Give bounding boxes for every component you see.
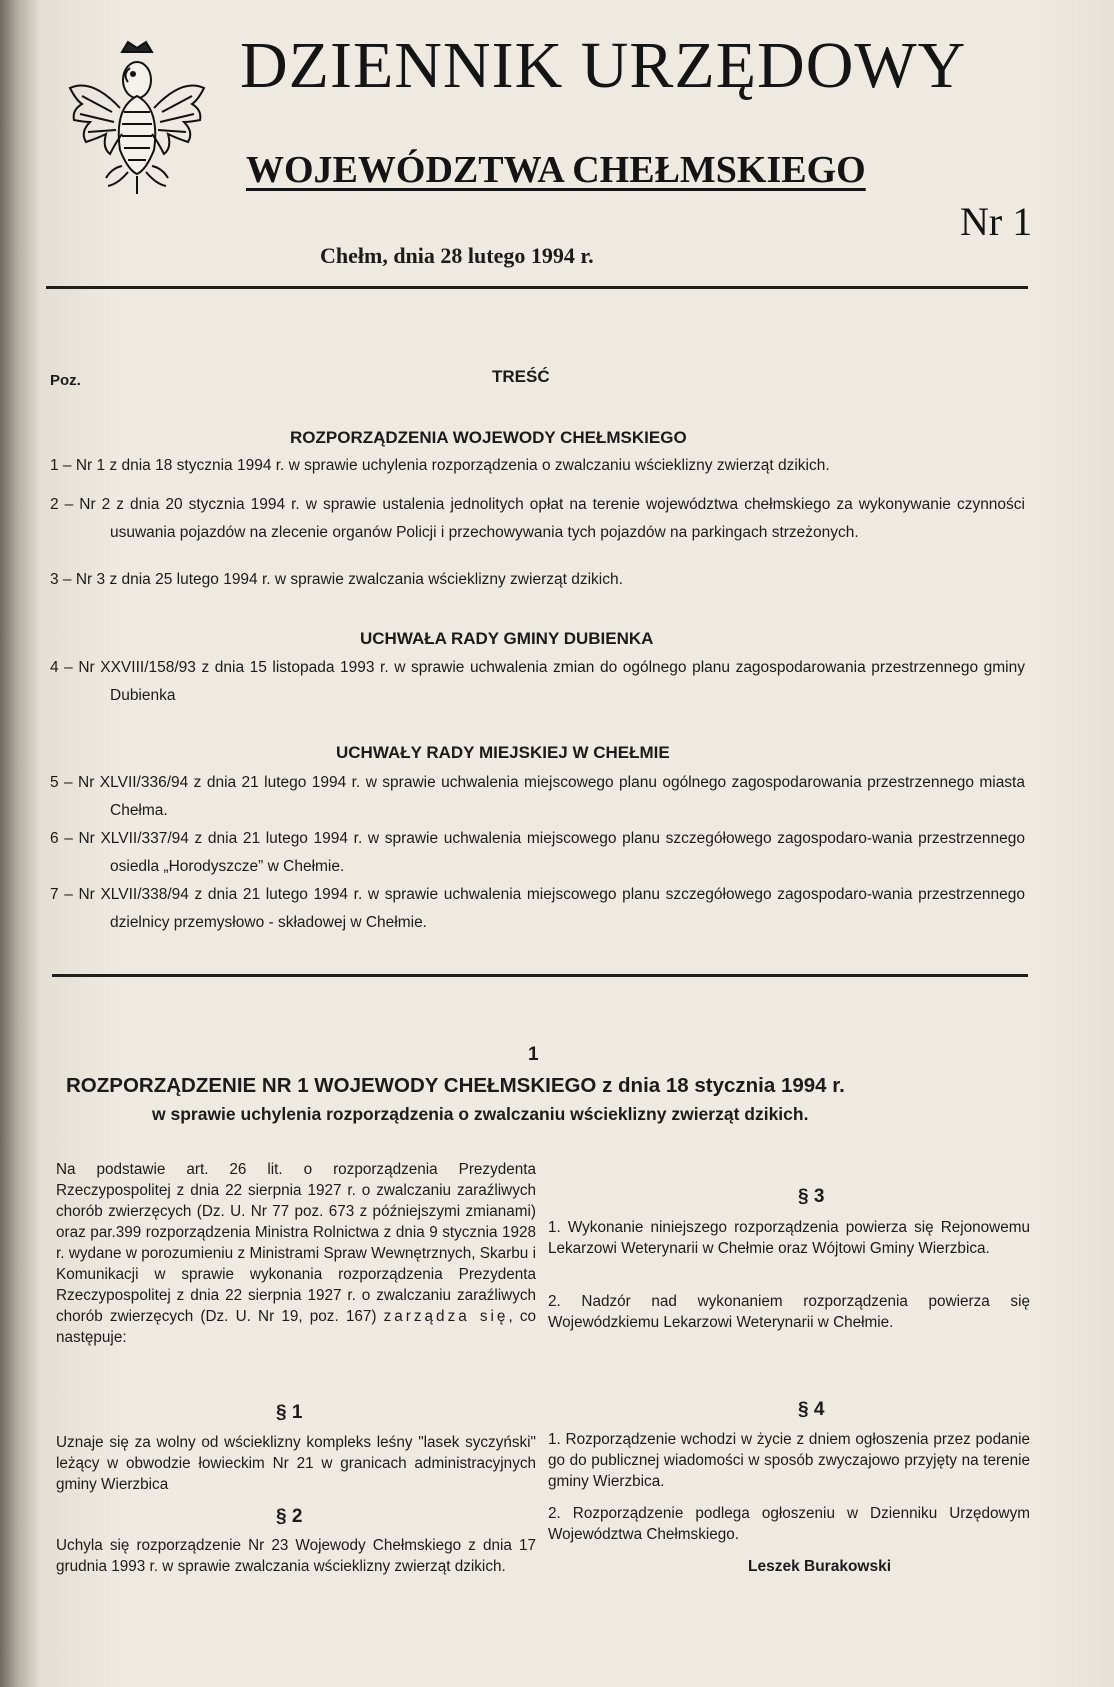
act-preamble	[56, 1159, 536, 1348]
toc-item: 6 – Nr XLVII/337/94 z dnia 21 lutego 1994 r. w sprawie uchwalenia miejscowego planu szczegółowego zagospodaro-wania przestrzennego osiedla „Horodyszcze” w Chełmie.	[50, 830, 1025, 875]
preamble-text: Na podstawie art. 26 lit. o rozporządzenia Prezydenta Rzeczypospolitej z dnia 22 sierpnia 1927 r. o zwalczaniu zaraźliwych chorób zwierzęcych (Dz. U. Nr 77 poz. 673 z późniejszymi zmianami) oraz par.399 rozporządzenia Ministra Rolnictwa z dnia 9 stycznia 1928 r. wydane w porozumieniu z Ministrami Spraw Wewnętrznych, Skarbu i Komunikacji w sprawie wykonania rozporządzenia Prezydenta Rzeczypospolitej z dnia 22 sierpnia 1927 r. o zwalczaniu zaraźliwych chorób zwierzęcych (Dz. U. Nr 19, poz. 167)	[56, 1161, 536, 1325]
toc-item: 1 – Nr 1 z dnia 18 stycznia 1994 r. w sprawie uchylenia rozporządzenia o zwalczaniu wścieklizny zwierząt dzikich.	[50, 457, 830, 474]
paragraph-2-text: Uchyla się rozporządzenie Nr 23 Wojewody Chełmskiego z dnia 17 grudnia 1993 r. w sprawie zwalczania wścieklizny zwierząt dzikich.	[56, 1537, 536, 1575]
toc-item: 7 – Nr XLVII/338/94 z dnia 21 lutego 1994 r. w sprawie uchwalenia miejscowego planu szczegółowego zagospodaro-wania przestrzennego dzielnicy przemysłowo - składowej w Chełmie.	[50, 886, 1025, 931]
paragraph-1-text: Uznaje się za wolny od wścieklizny kompleks leśny "lasek syczyński" leżący w obwodzie łowieckim Nr 21 w granicach administracyjnych gminy Wierzbica	[56, 1434, 536, 1493]
paragraph-3-point-1: 1. Wykonanie niniejszego rozporządzenia powierza się Rejonowemu Lekarzowi Weterynarii w Chełmie oraz Wójtowi Gminy Wierzbica.	[548, 1219, 1030, 1257]
toc-item: 5 – Nr XLVII/336/94 z dnia 21 lutego 1994 r. w sprawie uchwalenia miejscowego planu ogólnego zagospodarowania przestrzennego miasta Chełma.	[50, 774, 1025, 819]
paragraph-4-point-2: 2. Rozporządzenie podlega ogłoszeniu w Dzienniku Urzędowym Województwa Chełmskiego.	[548, 1505, 1030, 1543]
act-number: 1	[528, 1044, 539, 1065]
issue-dateline: Chełm, dnia 28 lutego 1994 r.	[320, 243, 594, 268]
white-eagle-emblem-icon	[62, 38, 212, 198]
paragraph-1-sign: § 1	[276, 1402, 303, 1423]
toc-poz-label: Poz.	[50, 372, 81, 389]
toc-item: 3 – Nr 3 z dnia 25 lutego 1994 r. w sprawie zwalczania wścieklizny zwierząt dzikich.	[50, 571, 623, 588]
paragraph-4-point-1: 1. Rozporządzenie wchodzi w życie z dniem ogłoszenia przez podanie go do publicznej wiadomości w sposób zwyczajowo przyjęty na terenie gminy Wierzbica.	[548, 1431, 1030, 1490]
paragraph-3-point-2: 2. Nadzór nad wykonaniem rozporządzenia powierza się Wojewódzkiemu Lekarzowi Weterynarii w Chełmie.	[548, 1293, 1030, 1331]
signatory-name: Leszek Burakowski	[748, 1558, 892, 1575]
toc-heading: TREŚĆ	[492, 367, 550, 386]
toc-section-heading: UCHWAŁA RADY GMINY DUBIENKA	[360, 629, 654, 648]
paragraph-3-sign: § 3	[798, 1186, 825, 1207]
header-divider	[46, 286, 1028, 289]
toc-item: 2 – Nr 2 z dnia 20 stycznia 1994 r. w sprawie ustalenia jednolitych opłat na terenie województwa chełmskiego za wykonywanie czynności usuwania pojazdów na zlecenie organów Policji i przechowywania tych pojazdów na parkingach strzeżonych.	[50, 496, 1025, 541]
toc-section-heading: UCHWAŁY RADY MIEJSKIEJ W CHEŁMIE	[336, 743, 670, 762]
preamble-decree-phrase: zarządza się	[383, 1308, 509, 1325]
toc-item: 4 – Nr XXVIII/158/93 z dnia 15 listopada 1993 r. w sprawie uchwalenia zmian do ogólnego planu zagospodarowania przestrzennego gminy Dubienka	[50, 659, 1025, 704]
act-subtitle: w sprawie uchylenia rozporządzenia o zwalczaniu wścieklizny zwierząt dzikich.	[152, 1104, 809, 1124]
toc-divider	[52, 974, 1028, 977]
paragraph-4-sign: § 4	[798, 1399, 825, 1420]
preamble-ending: , co następuje:	[56, 1308, 537, 1346]
act-title: ROZPORZĄDZENIE NR 1 WOJEWODY CHEŁMSKIEGO z dnia 18 stycznia 1994 r.	[66, 1074, 845, 1097]
toc-section-heading: ROZPORZĄDZENIA WOJEWODY CHEŁMSKIEGO	[290, 428, 687, 447]
issue-number: Nr 1	[960, 199, 1033, 244]
gazette-title: DZIENNIK URZĘDOWY	[240, 29, 967, 102]
gazette-subtitle: WOJEWÓDZTWA CHEŁMSKIEGO	[246, 149, 866, 191]
paragraph-2-sign: § 2	[276, 1506, 303, 1527]
